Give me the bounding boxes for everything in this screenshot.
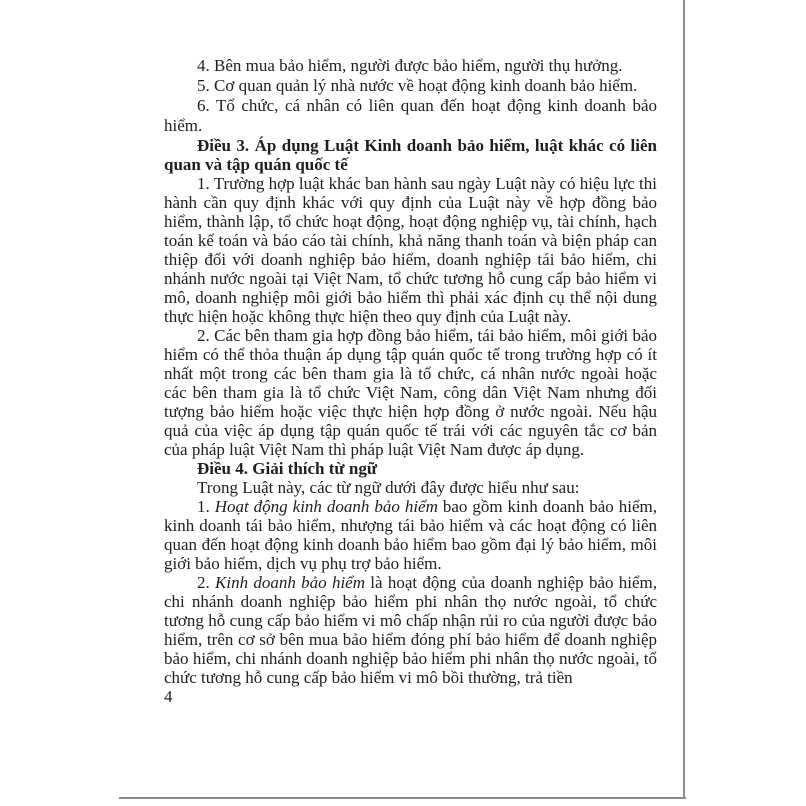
definition-1-rest: bao gồm kinh doanh bảo hiểm, kinh doanh tái bảo hiểm, nhượng tái bảo hiểm và các hoạt động có liên quan đến hoạt động kinh doanh bảo hiểm bao gồm đại lý bảo hiểm, môi giới bảo hiểm, dịch vụ phụ trợ bảo hiểm. xyxy=(164,497,657,573)
definition-2-rest: là hoạt động của doanh nghiệp bảo hiểm, chi nhánh doanh nghiệp bảo hiểm phi nhân thọ nước ngoài, tổ chức tương hỗ cung cấp bảo hiểm vi mô chấp nhận rủi ro của người được bảo hiểm, trên cơ sở bên mua bảo hiểm đóng phí bảo hiểm để doanh nghiệp bảo hiểm, chi nhánh doanh nghiệp bảo hiểm phi nhân thọ nước ngoài, tổ chức tương hỗ cung cấp bảo hiểm vi mô bồi thường, trả tiền xyxy=(164,573,658,687)
definition-1-term: Hoạt động kinh doanh bảo hiểm xyxy=(214,497,438,516)
page-edge-bottom-line xyxy=(119,797,686,799)
article-4-intro: Trong Luật này, các từ ngữ dưới đây được hiểu như sau: xyxy=(197,478,580,497)
article-3-clause-2: 2. Các bên tham gia hợp đồng bảo hiểm, tái bảo hiểm, môi giới bảo hiểm có thể thỏa thuận áp dụng tập quán quốc tế trong trường hợp có ít nhất một trong các bên tham gia là tổ chức, cá nhân nước ngoài hoặc các bên tham gia là tổ chức Việt Nam, công dân Việt Nam nhưng đối tượng bảo hiểm hoặc việc thực hiện hợp đồng ở nước ngoài. Nếu hậu quả của việc áp dụng tập quán quốc tế trái với các nguyên tắc cơ bản của pháp luật Việt Nam thì pháp luật Việt Nam được áp dụng. xyxy=(164,326,657,459)
article-3-heading: Điều 3. Áp dụng Luật Kinh doanh bảo hiểm, luật khác có liên quan và tập quán quốc tế xyxy=(164,136,657,174)
definition-2-term: Kinh doanh bảo hiểm xyxy=(215,573,366,592)
list-item-6: 6. Tổ chức, cá nhân có liên quan đến hoạt động kinh doanh bảo hiểm. xyxy=(164,96,657,135)
article-3-clause-1: 1. Trường hợp luật khác ban hành sau ngày Luật này có hiệu lực thi hành cần quy định khác với quy định của Luật này về hợp đồng bảo hiểm, thành lập, tổ chức hoạt động, hoạt động nghiệp vụ, tài chính, hạch toán kế toán và báo cáo tài chính, khả năng thanh toán và biện pháp can thiệp đối với doanh nghiệp bảo hiểm, doanh nghiệp tái bảo hiểm, chi nhánh nước ngoài tại Việt Nam, tổ chức tương hỗ cung cấp bảo hiểm vi mô, doanh nghiệp môi giới bảo hiểm thì phải xác định cụ thể nội dung thực hiện hoặc không thực hiện theo quy định của Luật này. xyxy=(164,174,657,326)
text-column xyxy=(164,56,657,706)
article-4-heading: Điều 4. Giải thích từ ngữ xyxy=(197,459,378,478)
page-number: 4 xyxy=(164,687,173,706)
list-item-4: 4. Bên mua bảo hiểm, người được bảo hiểm, người thụ hưởng. xyxy=(197,56,623,75)
page-edge-right-line xyxy=(683,0,685,799)
definition-1 xyxy=(164,497,657,573)
list-item-5: 5. Cơ quan quản lý nhà nước về hoạt động kinh doanh bảo hiểm. xyxy=(197,76,638,95)
definition-2-prefix: 2. xyxy=(197,573,216,592)
definition-2 xyxy=(164,573,657,687)
definition-1-prefix: 1. xyxy=(197,497,215,516)
